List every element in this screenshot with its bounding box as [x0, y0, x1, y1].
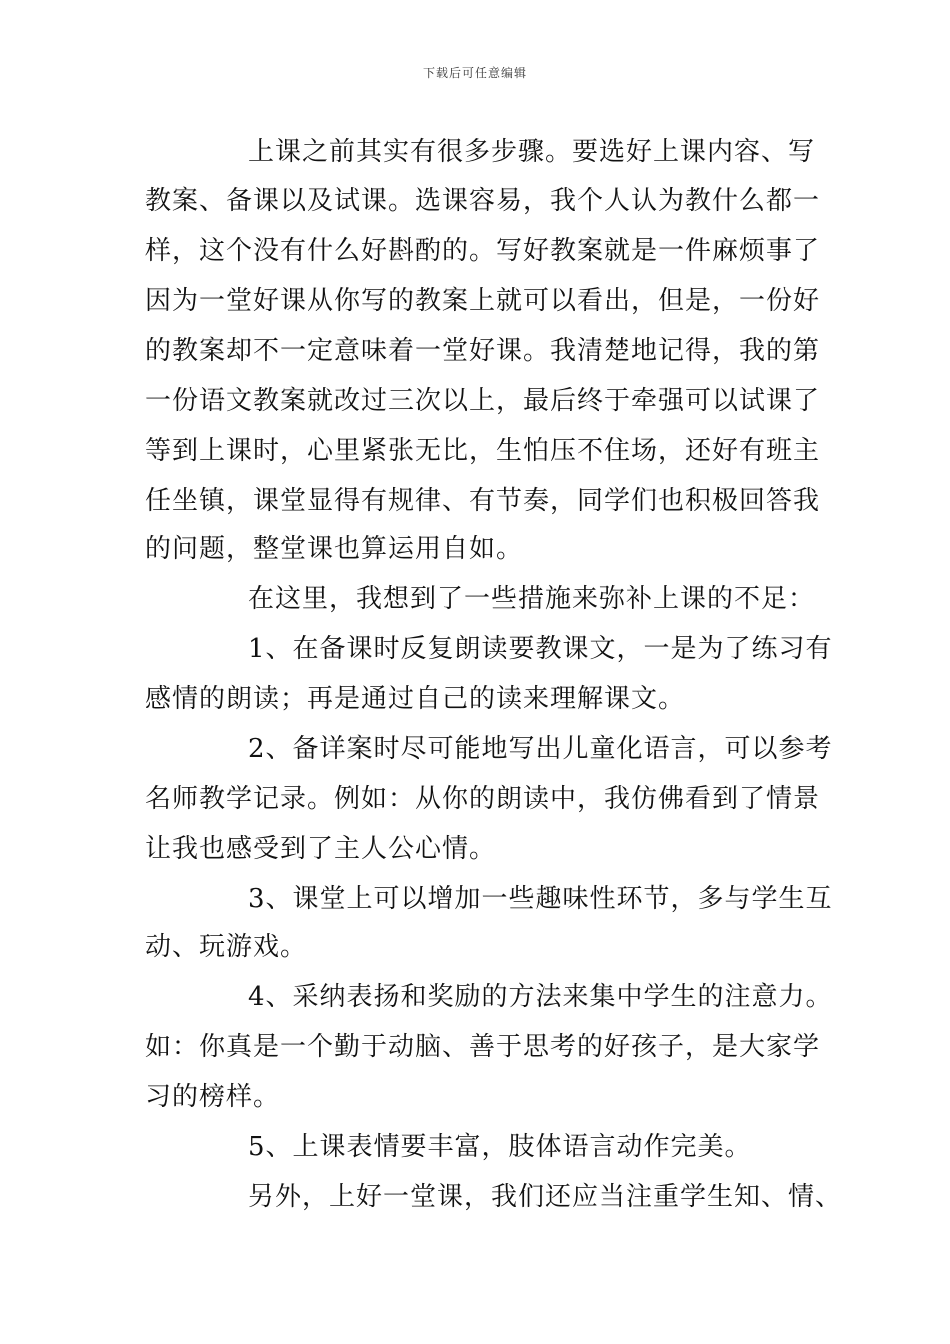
- text-line: 的教案却不一定意味着一堂好课。我清楚地记得，我的第: [145, 336, 821, 366]
- text-line: 在这里，我想到了一些措施来弥补上课的不足：: [248, 584, 816, 614]
- text-line: 5、上课表情要丰富，肢体语言动作完美。: [248, 1132, 752, 1162]
- text-line: 一份语文教案就改过三次以上，最后终于牵强可以试课了: [145, 386, 821, 416]
- text-line: 等到上课时，心里紧张无比，生怕压不住场，还好有班主: [145, 436, 821, 466]
- text-line: 名师教学记录。例如：从你的朗读中，我仿佛看到了情景: [145, 784, 821, 814]
- text-line: 4、采纳表扬和奖励的方法来集中学生的注意力。: [248, 982, 833, 1012]
- text-line: 让我也感受到了主人公心情。: [145, 834, 497, 864]
- text-line: 的问题，整堂课也算运用自如。: [145, 534, 524, 564]
- text-line: 1、在备课时反复朗读要教课文，一是为了练习有: [248, 634, 833, 664]
- text-line: 2、备详案时尽可能地写出儿童化语言，可以参考: [248, 734, 833, 764]
- text-line: 教案、备课以及试课。选课容易，我个人认为教什么都一: [145, 186, 821, 216]
- text-line: 样，这个没有什么好斟酌的。写好教案就是一件麻烦事了: [145, 236, 821, 266]
- text-line: 如：你真是一个勤于动脑、善于思考的好孩子，是大家学: [145, 1032, 821, 1062]
- page-header: 下载后可任意编辑: [422, 66, 527, 80]
- text-line: 动、玩游戏。: [145, 932, 308, 962]
- text-line: 上课之前其实有很多步骤。要选好上课内容、写: [248, 137, 816, 167]
- text-line: 另外，上好一堂课，我们还应当注重学生知、情、: [248, 1182, 843, 1212]
- text-line: 习的榜样。: [145, 1082, 281, 1112]
- text-line: 任坐镇，课堂显得有规律、有节奏，同学们也积极回答我: [145, 486, 821, 516]
- text-line: 感情的朗读；再是通过自己的读来理解课文。: [145, 684, 686, 714]
- text-line: 3、课堂上可以增加一些趣味性环节，多与学生互: [248, 884, 833, 914]
- text-line: 因为一堂好课从你写的教案上就可以看出，但是，一份好: [145, 286, 821, 316]
